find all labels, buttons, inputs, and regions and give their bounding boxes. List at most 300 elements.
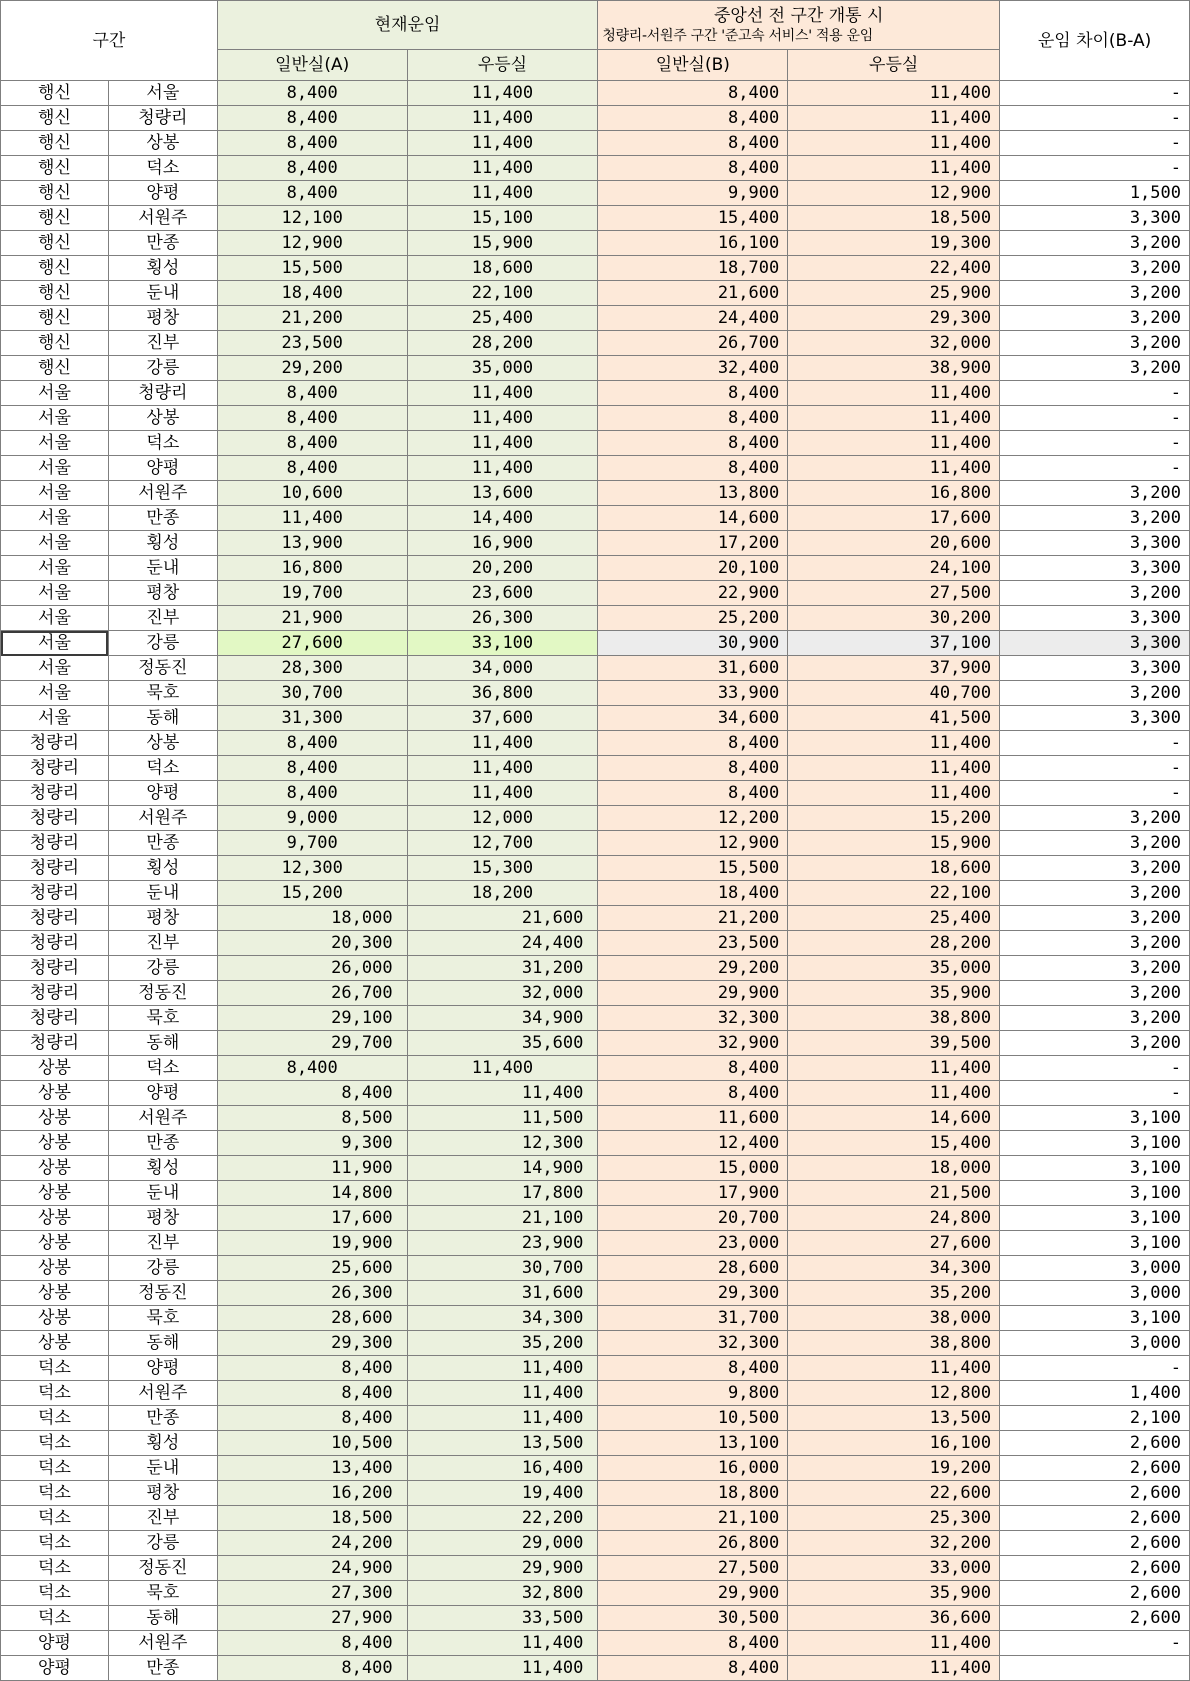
table-row[interactable] (1, 1081, 1190, 1106)
current-general-cell[interactable]: 20,300 (217, 931, 407, 956)
table-row[interactable] (1, 806, 1190, 831)
current-first-cell[interactable]: 26,300 (407, 606, 598, 631)
current-first-cell[interactable]: 12,700 (407, 831, 598, 856)
current-first-cell[interactable]: 21,100 (407, 1206, 598, 1231)
fare-diff-cell[interactable]: 2,600 (1000, 1606, 1190, 1631)
current-general-cell[interactable]: 8,500 (217, 1106, 407, 1131)
current-first-cell[interactable]: 18,200 (407, 881, 598, 906)
table-row[interactable] (1, 531, 1190, 556)
table-row[interactable] (1, 1106, 1190, 1131)
to-cell[interactable]: 정동진 (108, 656, 217, 681)
current-first-cell[interactable]: 11,400 (407, 381, 598, 406)
table-row[interactable] (1, 381, 1190, 406)
current-first-cell[interactable]: 21,600 (407, 906, 598, 931)
new-first-cell[interactable]: 22,600 (788, 1481, 1000, 1506)
new-first-cell[interactable]: 11,400 (788, 456, 1000, 481)
to-cell[interactable]: 평창 (108, 906, 217, 931)
to-cell[interactable]: 횡성 (108, 256, 217, 281)
fare-diff-cell[interactable]: 3,200 (1000, 356, 1190, 381)
table-row[interactable] (1, 581, 1190, 606)
to-cell[interactable]: 둔내 (108, 1181, 217, 1206)
new-first-cell[interactable]: 38,000 (788, 1306, 1000, 1331)
new-first-cell[interactable]: 40,700 (788, 681, 1000, 706)
current-first-cell[interactable]: 15,100 (407, 206, 598, 231)
to-cell[interactable]: 동해 (108, 1331, 217, 1356)
current-general-cell[interactable]: 27,300 (217, 1581, 407, 1606)
table-row[interactable] (1, 281, 1190, 306)
from-cell[interactable]: 청량리 (1, 906, 109, 931)
fare-diff-cell[interactable]: - (1000, 731, 1190, 756)
current-general-cell[interactable]: 29,100 (217, 1006, 407, 1031)
table-row[interactable] (1, 1606, 1190, 1631)
table-row[interactable] (1, 156, 1190, 181)
from-cell[interactable]: 상봉 (1, 1181, 109, 1206)
new-first-cell[interactable]: 36,600 (788, 1606, 1000, 1631)
from-cell[interactable]: 덕소 (1, 1431, 109, 1456)
from-cell[interactable]: 청량리 (1, 831, 109, 856)
new-first-cell[interactable]: 11,400 (788, 106, 1000, 131)
to-cell[interactable]: 횡성 (108, 856, 217, 881)
fare-diff-cell[interactable]: - (1000, 781, 1190, 806)
to-cell[interactable]: 청량리 (108, 381, 217, 406)
current-first-cell[interactable]: 16,900 (407, 531, 598, 556)
current-first-cell[interactable]: 32,800 (407, 1581, 598, 1606)
table-row[interactable] (1, 656, 1190, 681)
new-general-cell[interactable]: 8,400 (598, 1081, 788, 1106)
to-cell[interactable]: 양평 (108, 1356, 217, 1381)
from-cell[interactable]: 행신 (1, 156, 109, 181)
from-cell[interactable]: 덕소 (1, 1531, 109, 1556)
current-first-cell[interactable]: 15,300 (407, 856, 598, 881)
new-general-cell[interactable]: 8,400 (598, 781, 788, 806)
header-fare-diff[interactable]: 운임 차이(B-A) (1000, 1, 1190, 81)
from-cell[interactable]: 행신 (1, 281, 109, 306)
new-general-cell[interactable]: 29,900 (598, 1581, 788, 1606)
to-cell[interactable]: 강릉 (108, 956, 217, 981)
table-row[interactable] (1, 1381, 1190, 1406)
to-cell[interactable]: 강릉 (108, 356, 217, 381)
to-cell[interactable]: 양평 (108, 181, 217, 206)
current-first-cell[interactable]: 34,300 (407, 1306, 598, 1331)
from-cell[interactable]: 서울 (1, 656, 109, 681)
from-cell[interactable]: 행신 (1, 356, 109, 381)
to-cell[interactable]: 둔내 (108, 281, 217, 306)
header-new-fare[interactable] (598, 1, 1000, 50)
new-general-cell[interactable]: 31,600 (598, 656, 788, 681)
current-general-cell[interactable]: 16,200 (217, 1481, 407, 1506)
current-general-cell[interactable]: 28,600 (217, 1306, 407, 1331)
table-row[interactable] (1, 956, 1190, 981)
new-general-cell[interactable]: 16,000 (598, 1456, 788, 1481)
current-first-cell[interactable]: 14,400 (407, 506, 598, 531)
to-cell[interactable]: 상봉 (108, 131, 217, 156)
table-row[interactable] (1, 481, 1190, 506)
to-cell[interactable]: 정동진 (108, 981, 217, 1006)
current-general-cell[interactable]: 30,700 (217, 681, 407, 706)
current-first-cell[interactable]: 13,500 (407, 1431, 598, 1456)
current-general-cell[interactable]: 8,400 (217, 181, 407, 206)
from-cell[interactable]: 서울 (1, 506, 109, 531)
fare-diff-cell[interactable]: 2,600 (1000, 1556, 1190, 1581)
current-first-cell[interactable]: 35,000 (407, 356, 598, 381)
new-general-cell[interactable]: 30,500 (598, 1606, 788, 1631)
current-general-cell[interactable]: 15,200 (217, 881, 407, 906)
new-general-cell[interactable]: 9,900 (598, 181, 788, 206)
fare-diff-cell[interactable]: 3,200 (1000, 981, 1190, 1006)
fare-diff-cell[interactable]: 1,400 (1000, 1381, 1190, 1406)
to-cell[interactable]: 서원주 (108, 1631, 217, 1656)
new-first-cell[interactable]: 41,500 (788, 706, 1000, 731)
fare-diff-cell[interactable]: 3,200 (1000, 281, 1190, 306)
fare-diff-cell[interactable]: 2,600 (1000, 1431, 1190, 1456)
to-cell[interactable]: 동해 (108, 706, 217, 731)
current-general-cell[interactable]: 26,700 (217, 981, 407, 1006)
to-cell[interactable]: 덕소 (108, 431, 217, 456)
current-general-cell[interactable]: 12,300 (217, 856, 407, 881)
current-general-cell[interactable]: 15,500 (217, 256, 407, 281)
to-cell[interactable]: 평창 (108, 581, 217, 606)
new-general-cell[interactable]: 20,100 (598, 556, 788, 581)
current-first-cell[interactable]: 11,400 (407, 431, 598, 456)
from-cell[interactable]: 청량리 (1, 856, 109, 881)
to-cell[interactable]: 평창 (108, 1206, 217, 1231)
to-cell[interactable]: 둔내 (108, 556, 217, 581)
current-general-cell[interactable]: 8,400 (217, 1656, 407, 1681)
from-cell[interactable]: 청량리 (1, 981, 109, 1006)
table-row[interactable] (1, 756, 1190, 781)
current-general-cell[interactable]: 18,500 (217, 1506, 407, 1531)
current-general-cell[interactable]: 27,900 (217, 1606, 407, 1631)
new-first-cell[interactable]: 11,400 (788, 131, 1000, 156)
current-general-cell[interactable]: 8,400 (217, 381, 407, 406)
fare-diff-cell[interactable]: 3,000 (1000, 1256, 1190, 1281)
current-first-cell[interactable]: 22,200 (407, 1506, 598, 1531)
table-row[interactable] (1, 1031, 1190, 1056)
from-cell[interactable]: 청량리 (1, 756, 109, 781)
fare-diff-cell[interactable]: 3,100 (1000, 1231, 1190, 1256)
new-first-cell[interactable]: 11,400 (788, 156, 1000, 181)
new-first-cell[interactable]: 19,300 (788, 231, 1000, 256)
to-cell[interactable]: 동해 (108, 1606, 217, 1631)
current-first-cell[interactable]: 11,400 (407, 731, 598, 756)
current-general-cell[interactable]: 8,400 (217, 1081, 407, 1106)
new-first-cell[interactable]: 12,900 (788, 181, 1000, 206)
header-general-b[interactable]: 일반실(B) (598, 50, 788, 81)
header-first-a[interactable]: 우등실 (407, 50, 598, 81)
current-first-cell[interactable]: 11,400 (407, 756, 598, 781)
from-cell[interactable]: 양평 (1, 1631, 109, 1656)
current-general-cell[interactable]: 12,900 (217, 231, 407, 256)
table-row[interactable] (1, 1356, 1190, 1381)
fare-diff-cell[interactable]: 3,300 (1000, 531, 1190, 556)
new-first-cell[interactable]: 35,200 (788, 1281, 1000, 1306)
new-first-cell[interactable]: 11,400 (788, 81, 1000, 106)
current-first-cell[interactable]: 34,000 (407, 656, 598, 681)
table-row[interactable] (1, 1631, 1190, 1656)
new-first-cell[interactable]: 11,400 (788, 381, 1000, 406)
to-cell[interactable]: 상봉 (108, 406, 217, 431)
to-cell[interactable]: 횡성 (108, 531, 217, 556)
from-cell[interactable]: 청량리 (1, 1006, 109, 1031)
fare-diff-cell[interactable]: 3,200 (1000, 1006, 1190, 1031)
fare-diff-cell[interactable]: - (1000, 81, 1190, 106)
table-row[interactable] (1, 206, 1190, 231)
fare-diff-cell[interactable]: 3,200 (1000, 681, 1190, 706)
from-cell[interactable]: 청량리 (1, 956, 109, 981)
current-general-cell[interactable]: 8,400 (217, 156, 407, 181)
current-first-cell[interactable]: 29,000 (407, 1531, 598, 1556)
current-general-cell[interactable]: 10,500 (217, 1431, 407, 1456)
fare-diff-cell[interactable]: 3,200 (1000, 231, 1190, 256)
new-general-cell[interactable]: 21,100 (598, 1506, 788, 1531)
current-first-cell[interactable]: 36,800 (407, 681, 598, 706)
current-first-cell[interactable]: 22,100 (407, 281, 598, 306)
new-general-cell[interactable]: 11,600 (598, 1106, 788, 1131)
new-general-cell[interactable]: 22,900 (598, 581, 788, 606)
fare-diff-cell[interactable]: - (1000, 381, 1190, 406)
from-cell[interactable]: 덕소 (1, 1406, 109, 1431)
table-row[interactable] (1, 606, 1190, 631)
current-general-cell[interactable]: 27,600 (217, 631, 407, 656)
to-cell[interactable]: 동해 (108, 1031, 217, 1056)
current-first-cell[interactable]: 12,300 (407, 1131, 598, 1156)
new-general-cell[interactable]: 8,400 (598, 1656, 788, 1681)
from-cell[interactable]: 덕소 (1, 1506, 109, 1531)
current-first-cell[interactable]: 23,600 (407, 581, 598, 606)
new-general-cell[interactable]: 8,400 (598, 406, 788, 431)
to-cell[interactable]: 서원주 (108, 1106, 217, 1131)
table-row[interactable] (1, 1406, 1190, 1431)
new-first-cell[interactable]: 27,600 (788, 1231, 1000, 1256)
fare-diff-cell[interactable]: 3,300 (1000, 706, 1190, 731)
current-first-cell[interactable]: 14,900 (407, 1156, 598, 1181)
current-first-cell[interactable]: 25,400 (407, 306, 598, 331)
new-general-cell[interactable]: 29,300 (598, 1281, 788, 1306)
new-general-cell[interactable]: 20,700 (598, 1206, 788, 1231)
fare-diff-cell[interactable]: - (1000, 1081, 1190, 1106)
current-first-cell[interactable]: 37,600 (407, 706, 598, 731)
new-first-cell[interactable]: 24,100 (788, 556, 1000, 581)
to-cell[interactable]: 평창 (108, 306, 217, 331)
current-general-cell[interactable]: 8,400 (217, 1631, 407, 1656)
new-general-cell[interactable]: 32,400 (598, 356, 788, 381)
new-first-cell[interactable]: 38,800 (788, 1331, 1000, 1356)
from-cell[interactable]: 덕소 (1, 1456, 109, 1481)
to-cell[interactable]: 서원주 (108, 1381, 217, 1406)
new-general-cell[interactable]: 26,700 (598, 331, 788, 356)
table-row[interactable] (1, 1331, 1190, 1356)
table-row[interactable] (1, 506, 1190, 531)
new-general-cell[interactable]: 8,400 (598, 1631, 788, 1656)
from-cell[interactable]: 서울 (1, 556, 109, 581)
new-general-cell[interactable]: 13,800 (598, 481, 788, 506)
fare-diff-cell[interactable]: 3,200 (1000, 1031, 1190, 1056)
to-cell[interactable]: 상봉 (108, 731, 217, 756)
new-general-cell[interactable]: 27,500 (598, 1556, 788, 1581)
new-general-cell[interactable]: 10,500 (598, 1406, 788, 1431)
table-row[interactable] (1, 781, 1190, 806)
to-cell[interactable]: 양평 (108, 781, 217, 806)
new-general-cell[interactable]: 8,400 (598, 456, 788, 481)
current-first-cell[interactable]: 18,600 (407, 256, 598, 281)
new-general-cell[interactable]: 16,100 (598, 231, 788, 256)
current-general-cell[interactable]: 8,400 (217, 131, 407, 156)
from-cell[interactable]: 상봉 (1, 1281, 109, 1306)
fare-diff-cell[interactable]: 3,200 (1000, 906, 1190, 931)
current-first-cell[interactable]: 16,400 (407, 1456, 598, 1481)
new-first-cell[interactable]: 11,400 (788, 431, 1000, 456)
fare-diff-cell[interactable]: 3,200 (1000, 331, 1190, 356)
new-first-cell[interactable]: 20,600 (788, 531, 1000, 556)
new-first-cell[interactable]: 15,400 (788, 1131, 1000, 1156)
table-row[interactable] (1, 1306, 1190, 1331)
table-row[interactable] (1, 1531, 1190, 1556)
from-cell[interactable]: 상봉 (1, 1206, 109, 1231)
current-first-cell[interactable]: 33,100 (407, 631, 598, 656)
from-cell[interactable]: 서울 (1, 606, 109, 631)
to-cell[interactable]: 강릉 (108, 1531, 217, 1556)
fare-diff-cell[interactable]: 2,600 (1000, 1456, 1190, 1481)
new-general-cell[interactable]: 21,200 (598, 906, 788, 931)
from-cell[interactable]: 서울 (1, 406, 109, 431)
fare-diff-cell[interactable]: 3,100 (1000, 1156, 1190, 1181)
table-row[interactable] (1, 1281, 1190, 1306)
to-cell[interactable]: 둔내 (108, 1456, 217, 1481)
new-first-cell[interactable]: 11,400 (788, 756, 1000, 781)
current-first-cell[interactable]: 12,000 (407, 806, 598, 831)
fare-diff-cell[interactable]: - (1000, 1056, 1190, 1081)
to-cell[interactable]: 서원주 (108, 206, 217, 231)
table-row[interactable] (1, 1056, 1190, 1081)
to-cell[interactable]: 정동진 (108, 1556, 217, 1581)
new-general-cell[interactable]: 28,600 (598, 1256, 788, 1281)
new-first-cell[interactable]: 19,200 (788, 1456, 1000, 1481)
current-general-cell[interactable]: 26,300 (217, 1281, 407, 1306)
from-cell[interactable]: 상봉 (1, 1306, 109, 1331)
fare-diff-cell[interactable]: 1,500 (1000, 181, 1190, 206)
fare-diff-cell[interactable]: 3,000 (1000, 1331, 1190, 1356)
to-cell[interactable]: 진부 (108, 331, 217, 356)
new-first-cell[interactable]: 16,800 (788, 481, 1000, 506)
current-first-cell[interactable]: 13,600 (407, 481, 598, 506)
new-general-cell[interactable]: 15,000 (598, 1156, 788, 1181)
from-cell[interactable]: 서울 (1, 706, 109, 731)
current-general-cell[interactable]: 8,400 (217, 781, 407, 806)
from-cell[interactable]: 서울 (1, 381, 109, 406)
new-first-cell[interactable]: 18,000 (788, 1156, 1000, 1181)
from-cell[interactable]: 청량리 (1, 806, 109, 831)
current-first-cell[interactable]: 20,200 (407, 556, 598, 581)
new-general-cell[interactable]: 26,800 (598, 1531, 788, 1556)
from-cell[interactable]: 상봉 (1, 1256, 109, 1281)
new-general-cell[interactable]: 13,100 (598, 1431, 788, 1456)
fare-diff-cell[interactable]: 3,100 (1000, 1131, 1190, 1156)
fare-diff-cell[interactable]: 2,600 (1000, 1481, 1190, 1506)
current-general-cell[interactable]: 23,500 (217, 331, 407, 356)
fare-diff-cell[interactable]: - (1000, 756, 1190, 781)
from-cell[interactable]: 덕소 (1, 1481, 109, 1506)
new-general-cell[interactable]: 12,900 (598, 831, 788, 856)
new-general-cell[interactable]: 8,400 (598, 156, 788, 181)
new-general-cell[interactable]: 8,400 (598, 431, 788, 456)
new-first-cell[interactable]: 16,100 (788, 1431, 1000, 1456)
new-first-cell[interactable]: 15,900 (788, 831, 1000, 856)
current-general-cell[interactable]: 8,400 (217, 81, 407, 106)
current-first-cell[interactable]: 31,200 (407, 956, 598, 981)
from-cell[interactable]: 행신 (1, 106, 109, 131)
fare-diff-cell[interactable]: 3,200 (1000, 256, 1190, 281)
fare-diff-cell[interactable]: 3,000 (1000, 1281, 1190, 1306)
current-general-cell[interactable]: 8,400 (217, 106, 407, 131)
to-cell[interactable]: 강릉 (108, 631, 217, 656)
new-general-cell[interactable]: 17,900 (598, 1181, 788, 1206)
current-general-cell[interactable]: 8,400 (217, 1056, 407, 1081)
fare-diff-cell[interactable]: 3,200 (1000, 931, 1190, 956)
new-general-cell[interactable]: 23,500 (598, 931, 788, 956)
current-general-cell[interactable]: 8,400 (217, 431, 407, 456)
table-row[interactable] (1, 431, 1190, 456)
current-first-cell[interactable]: 11,400 (407, 456, 598, 481)
new-first-cell[interactable]: 11,400 (788, 1081, 1000, 1106)
fare-diff-cell[interactable]: 3,100 (1000, 1206, 1190, 1231)
to-cell[interactable]: 만종 (108, 831, 217, 856)
fare-diff-cell[interactable]: 3,100 (1000, 1306, 1190, 1331)
new-first-cell[interactable]: 21,500 (788, 1181, 1000, 1206)
to-cell[interactable]: 진부 (108, 1506, 217, 1531)
new-first-cell[interactable]: 30,200 (788, 606, 1000, 631)
from-cell[interactable]: 덕소 (1, 1581, 109, 1606)
new-first-cell[interactable]: 15,200 (788, 806, 1000, 831)
table-row[interactable] (1, 631, 1190, 656)
from-cell[interactable]: 청량리 (1, 931, 109, 956)
table-row[interactable] (1, 706, 1190, 731)
fare-diff-cell[interactable]: 3,200 (1000, 806, 1190, 831)
fare-diff-cell[interactable]: 2,600 (1000, 1531, 1190, 1556)
table-row[interactable] (1, 306, 1190, 331)
to-cell[interactable]: 둔내 (108, 881, 217, 906)
new-general-cell[interactable]: 12,400 (598, 1131, 788, 1156)
new-first-cell[interactable]: 33,000 (788, 1556, 1000, 1581)
from-cell[interactable]: 서울 (1, 581, 109, 606)
current-first-cell[interactable]: 11,400 (407, 81, 598, 106)
table-row[interactable] (1, 556, 1190, 581)
current-general-cell[interactable]: 13,900 (217, 531, 407, 556)
current-general-cell[interactable]: 17,600 (217, 1206, 407, 1231)
to-cell[interactable]: 만종 (108, 1656, 217, 1681)
current-first-cell[interactable]: 11,500 (407, 1106, 598, 1131)
table-row[interactable] (1, 181, 1190, 206)
current-first-cell[interactable]: 11,400 (407, 131, 598, 156)
from-cell[interactable]: 서울 (1, 456, 109, 481)
from-cell[interactable]: 덕소 (1, 1556, 109, 1581)
table-row[interactable] (1, 856, 1190, 881)
header-current-fare[interactable]: 현재운임 (217, 1, 598, 50)
current-general-cell[interactable]: 8,400 (217, 406, 407, 431)
from-cell[interactable]: 행신 (1, 306, 109, 331)
from-cell[interactable]: 청량리 (1, 1031, 109, 1056)
current-first-cell[interactable]: 11,400 (407, 1656, 598, 1681)
new-general-cell[interactable]: 8,400 (598, 756, 788, 781)
table-row[interactable] (1, 881, 1190, 906)
current-first-cell[interactable]: 11,400 (407, 1356, 598, 1381)
table-row[interactable] (1, 1156, 1190, 1181)
to-cell[interactable]: 묵호 (108, 681, 217, 706)
to-cell[interactable]: 양평 (108, 456, 217, 481)
to-cell[interactable]: 평창 (108, 1481, 217, 1506)
current-first-cell[interactable]: 11,400 (407, 181, 598, 206)
fare-diff-cell[interactable]: 3,200 (1000, 831, 1190, 856)
new-first-cell[interactable]: 17,600 (788, 506, 1000, 531)
